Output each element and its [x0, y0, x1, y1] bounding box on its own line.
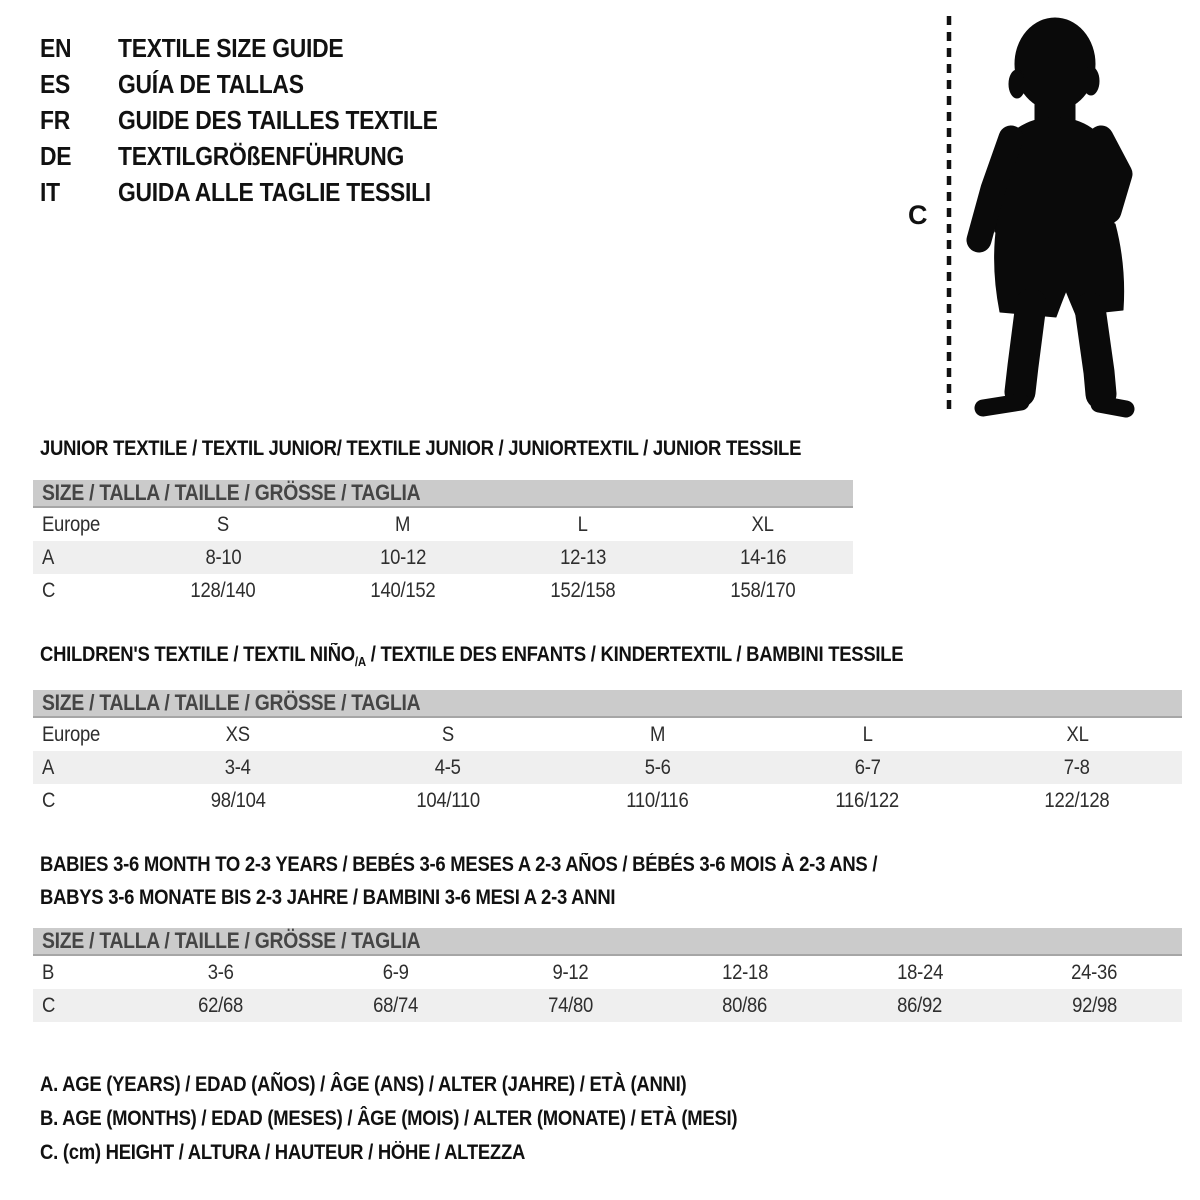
age-cell: 3-4: [224, 755, 251, 779]
age-cell: 5-6: [644, 755, 671, 779]
row-label: Europe: [42, 512, 101, 536]
row-label: Europe: [42, 722, 101, 746]
height-cell: 140/152: [370, 578, 436, 602]
junior-row-height: [33, 574, 853, 607]
babies-size-table: [33, 928, 1182, 1022]
row-label: A: [42, 545, 55, 569]
height-cell: 152/158: [550, 578, 616, 602]
language-code-it: IT: [40, 176, 60, 207]
size-cell: XS: [225, 722, 250, 746]
junior-row-europe: [33, 508, 853, 541]
children-row-age: [33, 751, 1182, 784]
row-label: A: [42, 755, 55, 779]
babies-size-header-bar: SIZE / TALLA / TAILLE / GRÖSSE / TAGLIA: [33, 928, 1182, 956]
guide-title-it: GUIDA ALLE TAGLIE TESSILI: [118, 176, 431, 207]
age-cell: 12-13: [560, 545, 606, 569]
children-size-header-bar: SIZE / TALLA / TAILLE / GRÖSSE / TAGLIA: [33, 690, 1182, 718]
children-row-europe: [33, 718, 1182, 751]
months-cell: 24-36: [1071, 960, 1118, 984]
language-row-en: [40, 30, 481, 66]
guide-title-en: TEXTILE SIZE GUIDE: [118, 32, 344, 63]
age-cell: 14-16: [740, 545, 786, 569]
babies-title-line2: BABYS 3-6 MONATE BIS 2-3 JAHRE / BAMBINI 3-6 MESI A 2-3 ANNI: [40, 886, 616, 909]
age-cell: 4-5: [434, 755, 461, 779]
children-section-title: CHILDREN'S TEXTILE / TEXTIL $NIÑO_{/A}$ / TEXTILE DES ENFANTS / KINDERTEXTIL / BAMBINI TESSILE: [40, 643, 904, 669]
height-cell: 62/68: [197, 993, 243, 1017]
language-code-de: DE: [40, 140, 72, 171]
junior-row-age: [33, 541, 853, 574]
toddler-silhouette-icon: [963, 14, 1138, 418]
months-cell: 6-9: [382, 960, 409, 984]
size-cell: L: [577, 512, 589, 536]
row-label: C: [42, 993, 56, 1017]
height-cell: 128/140: [190, 578, 256, 602]
size-cell: S: [441, 722, 454, 746]
months-cell: 9-12: [552, 960, 589, 984]
row-label: C: [42, 578, 56, 602]
legend-line-c: C. (cm) HEIGHT / ALTURA / HAUTEUR / HÖHE / ALTEZZA: [40, 1141, 526, 1164]
babies-section-title: [40, 848, 991, 914]
height-cell: 92/98: [1072, 993, 1118, 1017]
language-list: [40, 30, 481, 210]
height-cell: 158/170: [730, 578, 796, 602]
guide-title-es: GUÍA DE TALLAS: [118, 68, 304, 99]
children-row-height: [33, 784, 1182, 817]
legend-line-b: B. AGE (MONTHS) / EDAD (MESES) / ÂGE (MOIS) / ALTER (MONATE) / ETÀ (MESI): [40, 1107, 738, 1130]
months-cell: 18-24: [896, 960, 943, 984]
height-cell: 122/128: [1044, 788, 1110, 812]
language-code-fr: FR: [40, 104, 70, 135]
height-cell: 104/110: [415, 788, 480, 812]
age-cell: 8-10: [205, 545, 241, 569]
height-cell: 80/86: [722, 993, 768, 1017]
language-row-de: [40, 138, 481, 174]
language-code-en: EN: [40, 32, 72, 63]
language-row-fr: [40, 102, 481, 138]
row-label: B: [42, 960, 55, 984]
children-size-table: [33, 690, 1182, 817]
size-cell: M: [395, 512, 411, 536]
language-code-es: ES: [40, 68, 71, 99]
language-row-it: [40, 174, 481, 210]
months-cell: 3-6: [207, 960, 234, 984]
height-dashed-line: [944, 16, 954, 416]
height-cell: 116/122: [835, 788, 900, 812]
row-label: C: [42, 788, 56, 812]
babies-title-line1: BABIES 3-6 MONTH TO 2-3 YEARS / BEBÉS 3-6 MESES A 2-3 AÑOS / BÉBÉS 3-6 MOIS À 2-3 ANS /: [40, 853, 878, 876]
age-cell: 6-7: [854, 755, 881, 779]
age-cell: 7-8: [1064, 755, 1091, 779]
guide-title-fr: GUIDE DES TAILLES TEXTILE: [118, 104, 438, 135]
size-cell: XL: [751, 512, 775, 536]
height-cell: 110/116: [626, 788, 689, 812]
measurement-legend: [40, 1068, 832, 1170]
junior-size-header-bar: SIZE / TALLA / TAILLE / GRÖSSE / TAGLIA: [33, 480, 853, 508]
language-row-es: [40, 66, 481, 102]
height-cell: 98/104: [210, 788, 266, 812]
size-cell: S: [216, 512, 230, 536]
junior-section-title: JUNIOR TEXTILE / TEXTIL JUNIOR/ TEXTILE JUNIOR / JUNIORTEXTIL / JUNIOR TESSILE: [40, 437, 802, 460]
legend-line-a: A. AGE (YEARS) / EDAD (AÑOS) / ÂGE (ANS) / ALTER (JAHRE) / ETÀ (ANNI): [40, 1073, 687, 1096]
height-cell: 86/92: [897, 993, 943, 1017]
title-subscript: /A: [354, 654, 366, 669]
guide-title-de: TEXTILGRÖßENFÜHRUNG: [118, 140, 405, 171]
months-cell: 12-18: [721, 960, 768, 984]
babies-row-months: [33, 956, 1182, 989]
size-cell: M: [649, 722, 666, 746]
age-cell: 10-12: [380, 545, 426, 569]
height-cell: 68/74: [372, 993, 418, 1017]
babies-row-height: [33, 989, 1182, 1022]
size-cell: L: [862, 722, 873, 746]
junior-size-table: [33, 480, 853, 607]
height-cell: 74/80: [547, 993, 593, 1017]
size-cell: XL: [1066, 722, 1089, 746]
height-measure-label: C: [908, 200, 928, 230]
